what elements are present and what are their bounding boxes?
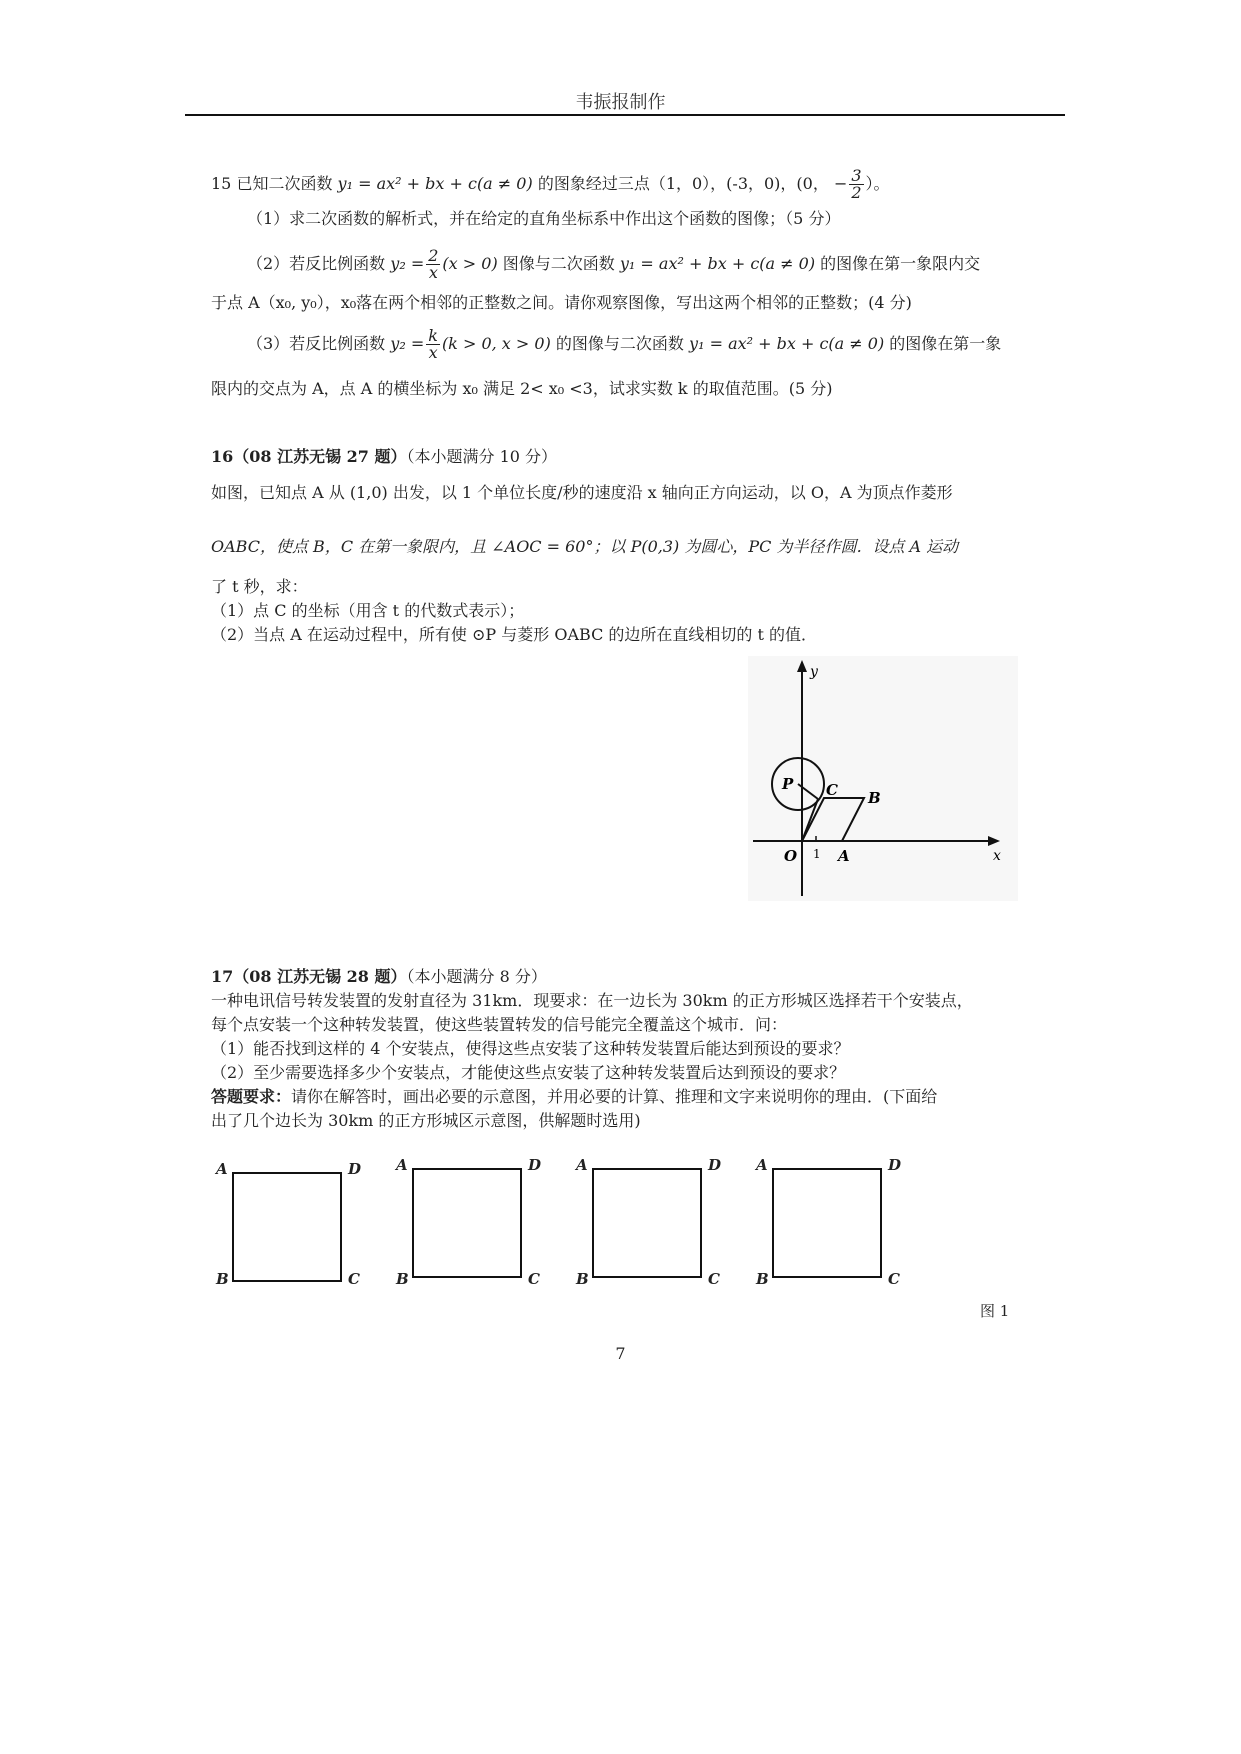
q15-line1: 15 已知二次函数 y₁ = ax² + bx + c(a ≠ 0) 的图象经过三点（1，0），(-3，0)，(0， − $\frac{3}{2}$ ）。 xyxy=(211,166,890,202)
label-b: B xyxy=(868,789,881,807)
q15-part3: （3）若反比例函数 y₂ = $\frac{k}{x}$ (k > 0, x > 0) 的图像与二次函数 y₁ = ax² + bx + c(a ≠ 0) 的图像在第一象 xyxy=(247,326,1002,362)
q16-coordinate-figure xyxy=(748,656,1018,901)
label-x: x xyxy=(993,848,1001,864)
header-rule xyxy=(185,114,1065,116)
q15-equation: y₁ = ax² + bx + c(a ≠ 0) xyxy=(337,174,533,193)
q15-part2-line2: 于点 A（x₀, y₀），x₀落在两个相邻的正整数之间。请你观察图像，写出这两个相邻的正整数；(4 分) xyxy=(211,293,912,312)
page-header: 韦振报制作 xyxy=(575,92,666,113)
question-15 xyxy=(211,160,1041,410)
q15-part2: （2）若反比例函数 y₂ = $\frac{2}{x}$ (x > 0) 图像与二次函数 y₁ = ax² + bx + c(a ≠ 0) 的图像在第一象限内交 xyxy=(247,246,981,282)
q15-part1: （1）求二次函数的解析式，并在给定的直角坐标系中作出这个函数的图像；（5 分） xyxy=(247,209,841,228)
question-16 xyxy=(211,446,1041,646)
q15-fraction: $\frac{3}{2}$ xyxy=(851,166,862,202)
label-p: P xyxy=(782,775,794,793)
label-c: C xyxy=(826,781,838,799)
q17-line2: 每个点安装一个这种转发装置，使这些装置转发的信号能完全覆盖这个城市．问： xyxy=(211,1015,788,1034)
q16-line3: 了 t 秒，求： xyxy=(211,577,308,596)
label-o: O xyxy=(784,847,798,865)
q16-part1: （1）点 C 的坐标（用含 t 的代数式表示）； xyxy=(211,601,525,620)
label-y: y xyxy=(810,664,818,680)
q16-title: 16（08 江苏无锡 27 题）（本小题满分 10 分） xyxy=(211,447,558,466)
q17-title: 17（08 江苏无锡 28 题）（本小题满分 8 分） xyxy=(211,967,547,986)
q17-requirement: 答题要求：请你在解答时，画出必要的示意图，并用必要的计算、推理和文字来说明你的理由．(下面给 xyxy=(211,1087,938,1106)
square-figures: A D B C A D B C A D B C A D B C xyxy=(216,1156,902,1288)
figure-1-label: 图 1 xyxy=(980,1302,1010,1320)
label-a: A xyxy=(838,847,850,865)
q16-line2: OABC，使点 B，C 在第一象限内，且 ∠AOC = 60°；以 P(0,3) 为圆心，PC 为半径作圆．设点 A 运动 xyxy=(211,537,959,556)
q17-requirement-line2: 出了几个边长为 30km 的正方形城区示意图，供解题时选用) xyxy=(211,1111,641,1130)
question-17 xyxy=(211,966,1041,1146)
q17-part1: （1）能否找到这样的 4 个安装点，使得这些点安装了这种转发装置后能达到预设的要求？ xyxy=(211,1039,850,1058)
q15-part3-line2: 限内的交点为 A，点 A 的横坐标为 x₀ 满足 2< x₀ <3，试求实数 k 的取值范围。(5 分) xyxy=(211,379,833,398)
page-number: 7 xyxy=(615,1344,626,1363)
q17-line1: 一种电讯信号转发装置的发射直径为 31km．现要求：在一边长为 30km 的正方形城区选择若干个安装点， xyxy=(211,991,973,1010)
q16-part2: （2）当点 A 在运动过程中，所有使 ⊙P 与菱形 OABC 的边所在直线相切的 t 的值． xyxy=(211,625,817,644)
q16-line1: 如图，已知点 A 从 (1,0) 出发，以 1 个单位长度/秒的速度沿 x 轴向正方向运动，以 O，A 为顶点作菱形 xyxy=(211,483,953,502)
label-1: 1 xyxy=(813,847,821,861)
q17-part2: （2）至少需要选择多少个安装点，才能使这些点安装了这种转发装置后达到预设的要求？ xyxy=(211,1063,846,1082)
